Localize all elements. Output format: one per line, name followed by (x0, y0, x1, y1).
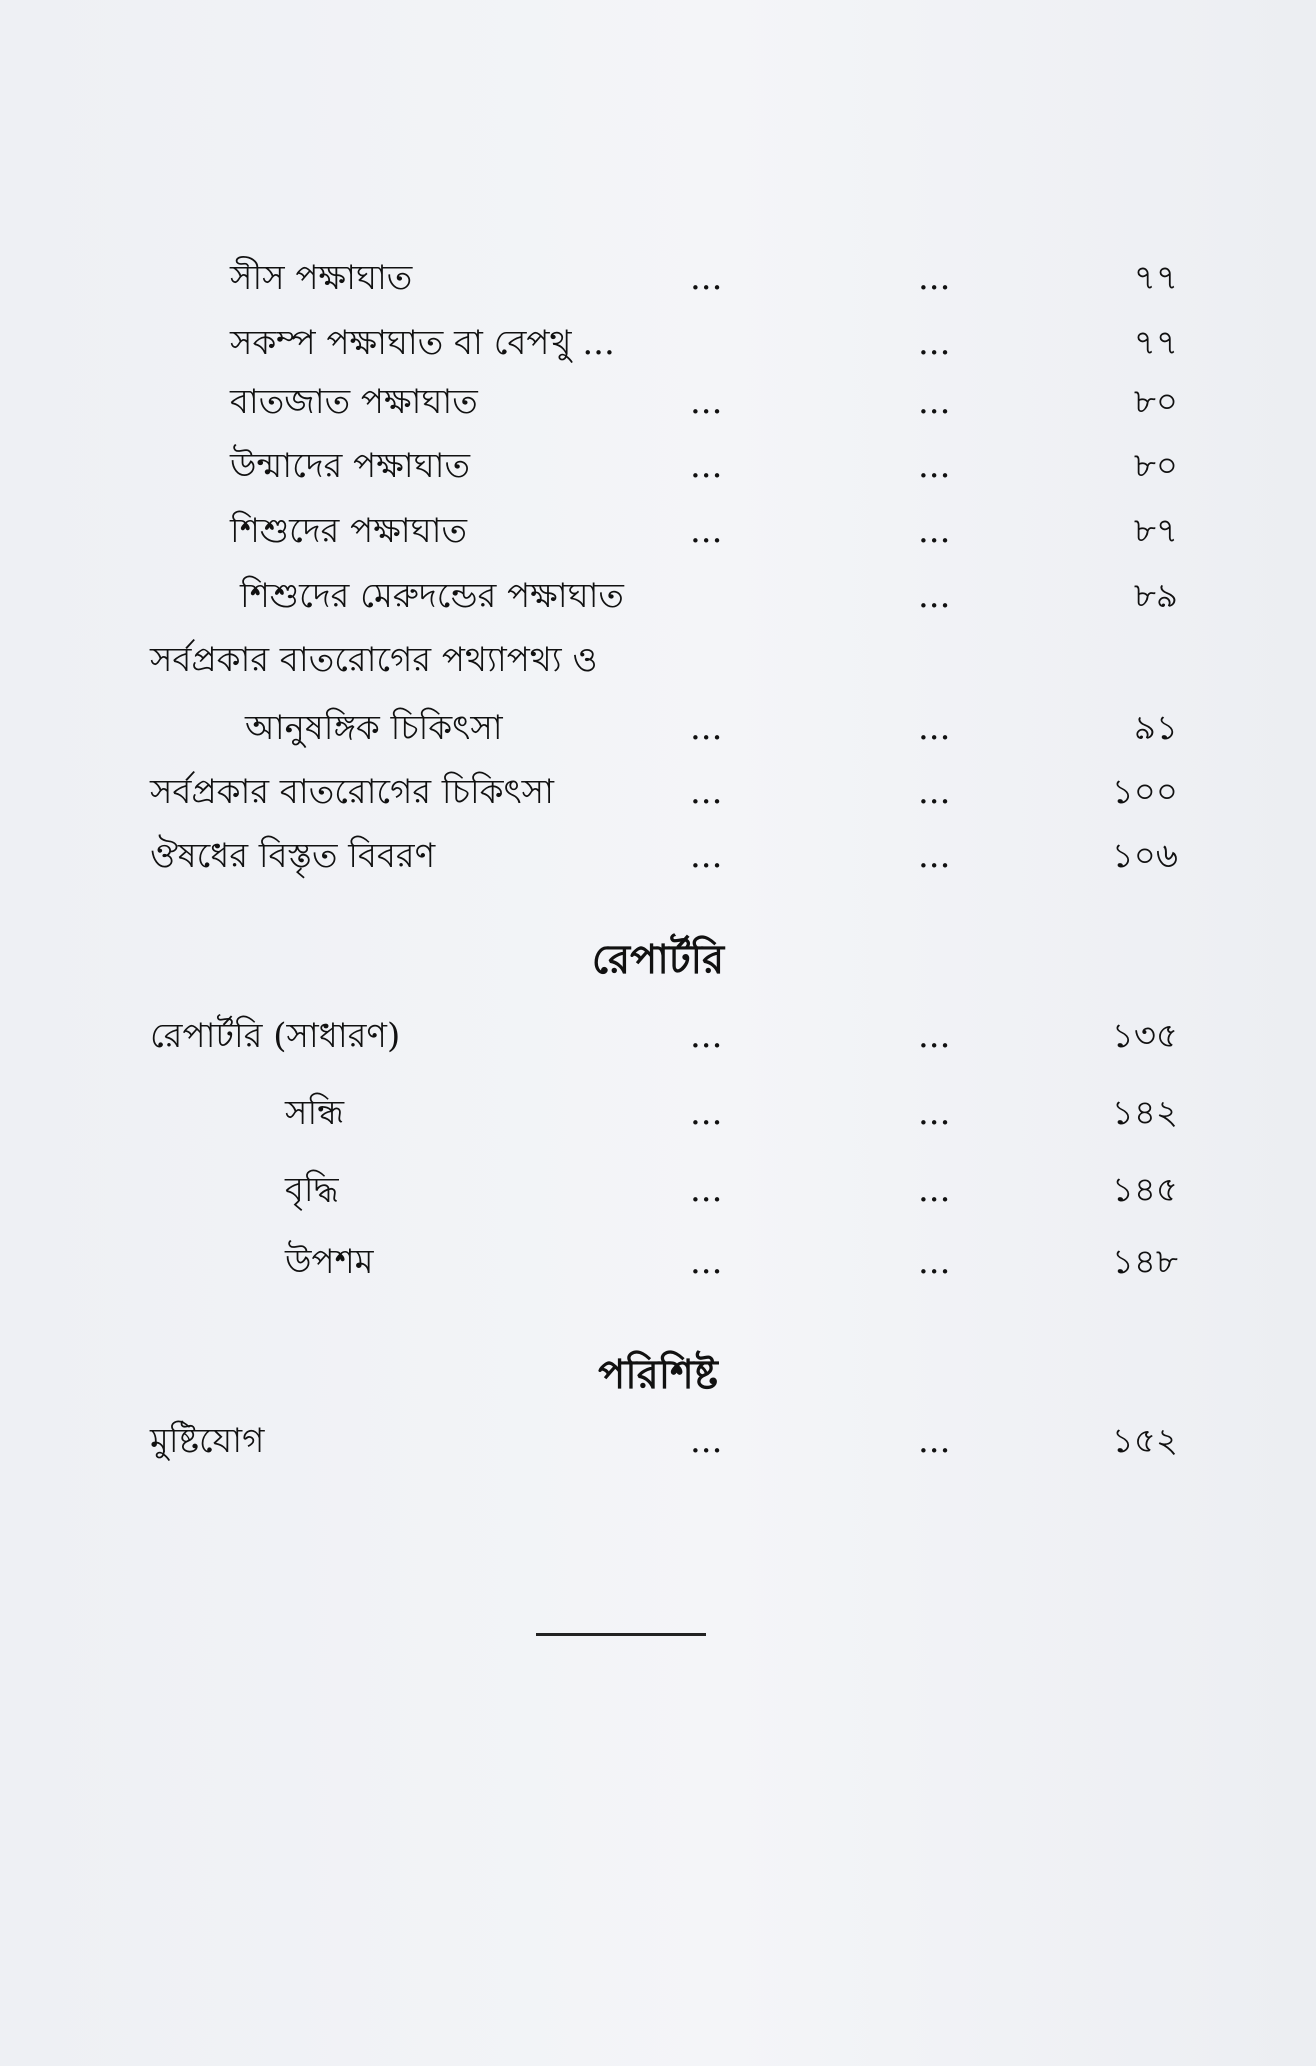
toc-entry-leader: ... (690, 836, 723, 876)
toc-entry-title: শিশুদের মেরুদন্ডের পক্ষাঘাত (240, 576, 624, 616)
toc-entry-title: আনুষঙ্গিক চিকিৎসা (245, 708, 503, 748)
toc-entry-leader: ... (918, 1421, 951, 1461)
section-heading: পরিশিষ্ট (598, 1352, 718, 1398)
toc-entry-page: ৭৭ (1133, 258, 1178, 298)
toc-entry-page: ১৪২ (1111, 1093, 1178, 1133)
toc-entry-leader: ... (918, 836, 951, 876)
toc-entry-leader: ... (918, 323, 951, 363)
toc-entry-leader: ... (690, 1016, 723, 1056)
toc-entry-leader: ... (690, 258, 723, 298)
toc-entry-title: উপশম (285, 1242, 374, 1282)
toc-entry-leader: ... (690, 1242, 723, 1282)
toc-entry-page: ১০৬ (1111, 836, 1178, 876)
toc-entry (0, 313, 1316, 373)
toc-entry-leader: ... (690, 1421, 723, 1461)
toc-entry (0, 248, 1316, 308)
toc-entry (0, 1411, 1316, 1471)
toc-entry-title: সর্বপ্রকার বাতরোগের চিকিৎসা (150, 772, 554, 812)
toc-entry-leader: ... (918, 1093, 951, 1133)
toc-entry-page: ৮০ (1133, 446, 1178, 486)
toc-entry-page: ৭৭ (1133, 323, 1178, 363)
toc-entry-leader: ... (918, 1016, 951, 1056)
toc-entry-page: ৮৭ (1133, 511, 1178, 551)
toc-entry-page: ১৫২ (1111, 1421, 1178, 1461)
toc-entry (0, 566, 1316, 626)
toc-entry-page: ১৪৫ (1111, 1170, 1178, 1210)
toc-entry-title: উন্মাদের পক্ষাঘাত (230, 446, 470, 486)
toc-entry (0, 1083, 1316, 1143)
toc-entry (0, 826, 1316, 886)
toc-entry (0, 698, 1316, 758)
toc-entry-leader: ... (918, 576, 951, 616)
toc-entry (0, 762, 1316, 822)
toc-entry-title: বাতজাত পক্ষাঘাত (230, 382, 478, 422)
toc-entry-leader: ... (918, 446, 951, 486)
toc-entry-title: রেপার্টরি (সাধারণ) (150, 1016, 401, 1056)
toc-entry-leader: ... (918, 708, 951, 748)
toc-entry-leader: ... (690, 1093, 723, 1133)
toc-entry (0, 372, 1316, 432)
toc-entry-leader: ... (690, 708, 723, 748)
toc-entry (0, 501, 1316, 561)
toc-entry-leader: ... (918, 1170, 951, 1210)
toc-entry-leader: ... (690, 1170, 723, 1210)
toc-entry-title: বৃদ্ধি (285, 1170, 339, 1210)
toc-entry-leader: ... (690, 511, 723, 551)
toc-entry-title: মুষ্টিযোগ (150, 1421, 265, 1461)
toc-entry-leader: ... (690, 382, 723, 422)
toc-entry-page: ১৪৮ (1111, 1242, 1178, 1282)
toc-entry (0, 1160, 1316, 1220)
toc-entry-page: ৯১ (1133, 708, 1178, 748)
toc-entry (0, 1232, 1316, 1292)
toc-entry-leader: ... (918, 772, 951, 812)
toc-entry-leader: ... (918, 258, 951, 298)
toc-entry (0, 630, 1316, 690)
toc-entry-leader: ... (690, 772, 723, 812)
toc-entry-title: সন্ধি (285, 1093, 345, 1133)
toc-entry (0, 1006, 1316, 1066)
section-heading: রেপার্টরি (591, 937, 725, 983)
toc-entry-leader: ... (918, 382, 951, 422)
end-rule (536, 1633, 706, 1636)
toc-entry-page: ১৩৫ (1111, 1016, 1178, 1056)
toc-entry-leader: ... (918, 511, 951, 551)
toc-entry-leader: ... (918, 1242, 951, 1282)
toc-entry-page: ১০০ (1111, 772, 1178, 812)
toc-entry-title: সকম্প পক্ষাঘাত বা বেপথু ... (230, 323, 615, 363)
toc-entry (0, 436, 1316, 496)
toc-entry-title: শিশুদের পক্ষাঘাত (230, 511, 468, 551)
toc-entry-title: সীস পক্ষাঘাত (230, 258, 413, 298)
toc-entry-title: ঔষধের বিস্তৃত বিবরণ (150, 836, 436, 876)
toc-entry-title: সর্বপ্রকার বাতরোগের পথ্যাপথ্য ও (150, 640, 598, 680)
toc-entry-leader: ... (690, 446, 723, 486)
toc-entry-page: ৮৯ (1133, 576, 1178, 616)
toc-entry-page: ৮০ (1133, 382, 1178, 422)
